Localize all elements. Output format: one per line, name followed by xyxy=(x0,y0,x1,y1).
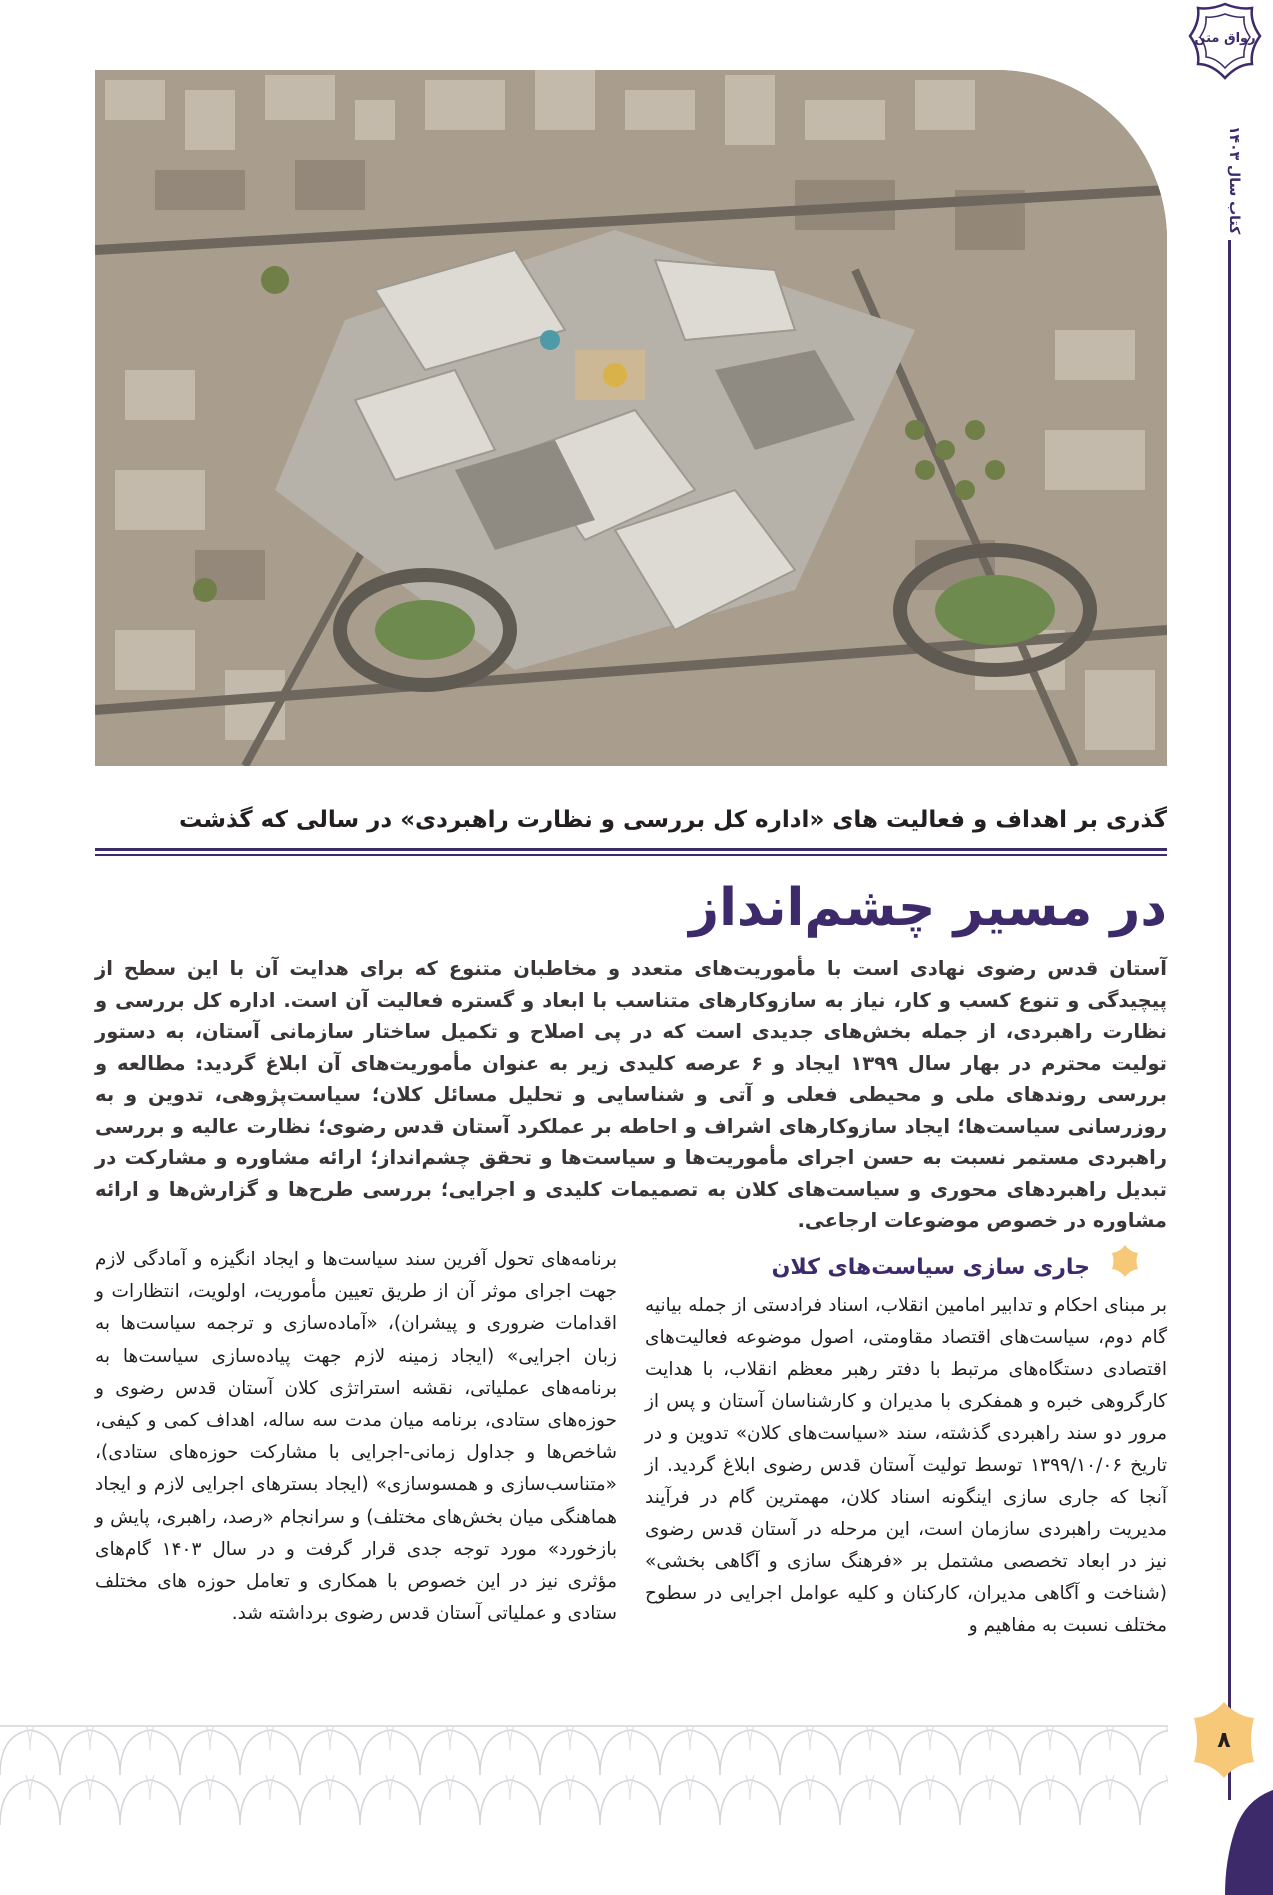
body-column-left: برنامه‌های تحول آفرین سند سیاست‌ها و ایجاد انگیزه و آمادگی لازم جهت اجرای موثر آن از طریق تعیین مأموریت، اولویت، انتظارات و اقدامات ضروری و پیشران)، «آماده‌سازی و ترجمه سیاست‌ها به زبان اجرایی» (ایجاد زمینه لازم جهت پیاده‌سازی سیاست‌ها به برنامه‌های عملیاتی، نقشه استراتژی کلان آستان قدس رضوی و حوزه‌های ستادی، برنامه میان مدت سه ساله، اهداف کمی و کیفی، شاخص‌ها و جداول زمانی-اجرایی با مشارکت حوزه‌های ستادی)، «متناسب‌سازی و همسوسازی» (ایجاد بسترهای اجرایی لازم و ایجاد هماهنگی میان بخش‌های مختلف) و سرانجام «رصد، راهبری، پایش و بازخورد» مورد توجه جدی قرار گرفت و در سال ۱۴۰۳ گام‌های مؤثری نیز در این خصوص با همکاری و تعامل حوزه های مختلف ستادی و عملیاتی آستان قدس رضوی برداشته شد. xyxy=(95,1249,617,1625)
corner-tab-decoration xyxy=(1225,1790,1273,1895)
hero-aerial-photo xyxy=(95,70,1167,766)
body-column-right: بر مبنای احکام و تدابیر امامین انقلاب، اسناد فرادستی از جمله بیانیه گام دوم، سیاست‌های اقتصاد مقاومتی، اصول موضوعه فعالیت‌های اقتصادی دستگاه‌های مرتبط با دفتر رهبر معظم انقلاب، با هدایت کارگروهی خبره و همفکری با مدیران و کارشناسان آستان و پس از مرور دو سند راهبردی گذشته، سند «سیاست‌های کلان» تدوین و در تاریخ ۱۳۹۹/۱۰/۰۶ توسط تولیت آستان قدس رضوی ابلاغ گردید. از آنجا که جاری سازی اینگونه اسناد کلان، مهمترین گام در فرآیند مدیریت راهبردی سازمان است، این مرحله در آستان قدس رضوی نیز در ابعاد تخصصی مشتمل بر «فرهنگ سازی و آگاهی بخشی» (شناخت و آگاهی مدیران، کارکنان و کلیه عوامل اجرایی در سطوح مختلف نسبت به مفاهیم و xyxy=(645,1295,1167,1636)
city-illustration xyxy=(95,70,1167,766)
divider-line-thin xyxy=(95,854,1167,856)
page-number: ۸ xyxy=(1217,1727,1231,1753)
side-rail-divider xyxy=(1228,240,1231,1800)
intro-paragraph: آستان قدس رضوی نهادی است با مأموریت‌های متعدد و مخاطبان متنوع که برای هدایت آن با این سطح از پیچیدگی و تنوع کسب و کار، نیاز به سازوکارهای متناسب با ابعاد و گستره فعالیت آن است. اداره کل بررسی و نظارت راهبردی، از جمله بخش‌های جدیدی است که در پی اصلاح و تکمیل ساختار سازمانی آستان، به دستور تولیت محترم در بهار سال ۱۳۹۹ ایجاد و ۶ عرصه کلیدی زیر به عنوان مأموریت‌های آن ابلاغ گردید: مطالعه و بررسی روندهای ملی و محیطی فعلی و آتی و شناسایی و تحلیل مسائل کلان؛ سیاست‌پژوهی، تدوین و به روزرسانی سیاست‌ها؛ ایجاد سازوکارهای اشراف و احاطه بر عملکرد آستان قدس رضوی؛ نظارت عالیه و بررسی راهبردی مستمر نسبت به حسن اجرای مأموریت‌ها و سیاست‌ها و تحقق چشم‌انداز؛ ارائه مشاوره و مشارکت در تبدیل راهبردهای محوری و سیاست‌های کلان به تصمیمات کلیدی و اجرایی؛ بررسی طرح‌ها و گزارش‌ها و ارائه مشاوره در خصوص موضوعات ارجاعی. xyxy=(95,957,1167,1232)
book-label: کتاب سال ۱۴۰۳ xyxy=(1226,125,1242,235)
logo-text: رواق متن xyxy=(1194,31,1256,46)
logo-emblem-icon xyxy=(1180,0,1270,90)
section-title: جاری سازی سیاست‌های کلان xyxy=(771,1255,1090,1280)
section-bullet-icon xyxy=(1108,1244,1142,1278)
article-kicker: گذری بر اهداف و فعالیت های «اداره کل بررسی و نظارت راهبردی» در سالی که گذشت xyxy=(179,807,1167,833)
divider-line xyxy=(95,848,1167,851)
article-headline: در مسیر چشم‌انداز xyxy=(689,878,1167,938)
decorative-arch-pattern xyxy=(0,1725,1168,1825)
